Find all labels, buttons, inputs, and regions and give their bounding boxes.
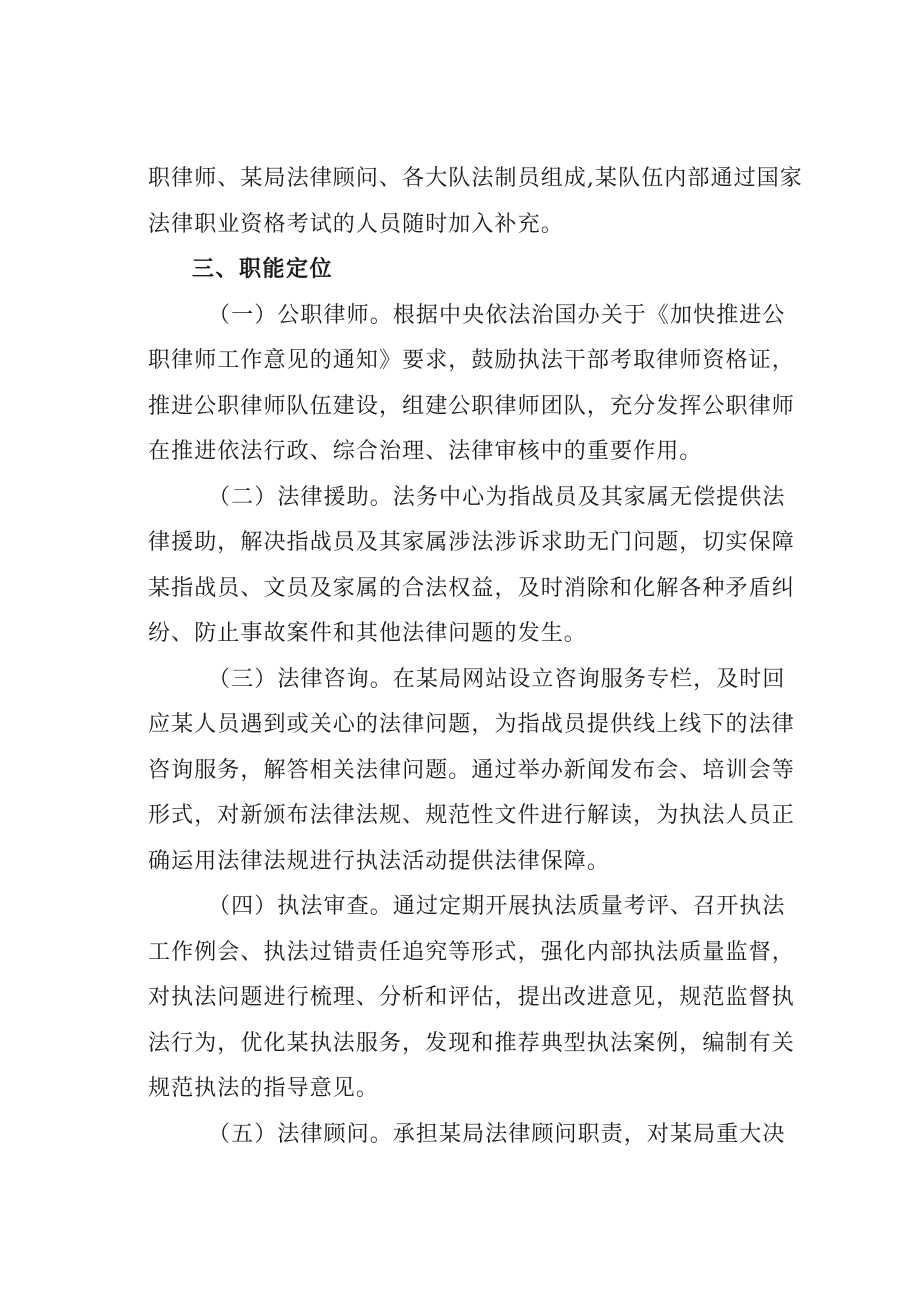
- text-line: 职律师、某局法律顾问、各大队法制员组成,某队伍内部通过国家: [148, 166, 803, 191]
- text-line: 咨询服务，解答相关法律问题。通过举办新闻发布会、培训会等: [148, 757, 795, 783]
- text-line: 律援助，解决指战员及其家属涉法涉诉求助无门问题，切实保障: [148, 530, 795, 555]
- paragraph-start: （四）执法审查。通过定期开展执法质量考评、召开执法: [208, 894, 786, 919]
- paragraph-start: （二）法律援助。法务中心为指战员及其家属无偿提供法: [208, 484, 786, 510]
- paragraph-start: （三）法律咨询。在某局网站设立咨询服务专栏，及时回: [208, 666, 786, 692]
- paragraph-start: （五）法律顾问。承担某局法律顾问职责，对某局重大决: [208, 1121, 786, 1147]
- text-line: 在推进依法行政、综合治理、法律审核中的重要作用。: [148, 439, 703, 464]
- text-line: 某指战员、文员及家属的合法权益，及时消除和化解各种矛盾纠: [148, 575, 795, 601]
- text-line: 推进公职律师队伍建设，组建公职律师团队，充分发挥公职律师: [148, 393, 795, 419]
- text-line: 法行为，优化某执法服务，发现和推荐典型执法案例，编制有关: [148, 1030, 795, 1056]
- text-line: 工作例会、执法过错责任追究等形式，强化内部执法质量监督，: [148, 939, 795, 965]
- text-line: 法律职业资格考试的人员随时加入补充。: [148, 211, 564, 237]
- section-heading: 三、职能定位: [192, 257, 334, 282]
- text-line: 职律师工作意见的通知》要求，鼓励执法干部考取律师资格证，: [148, 348, 795, 373]
- text-line: 对执法问题进行梳理、分析和评估，提出改进意见，规范监督执: [148, 985, 795, 1010]
- text-line: 应某人员遇到或关心的法律问题，为指战员提供线上线下的法律: [148, 712, 795, 737]
- text-line: 纷、防止事故案件和其他法律问题的发生。: [148, 621, 587, 646]
- text-line: 规范执法的指导意见。: [148, 1076, 380, 1101]
- text-line: 确运用法律法规进行执法活动提供法律保障。: [148, 848, 611, 874]
- text-line: 形式，对新颁布法律法规、规范性文件进行解读，为执法人员正: [148, 803, 795, 828]
- paragraph-start: （一）公职律师。根据中央依法治国办关于《加快推进公: [208, 302, 786, 328]
- document-body: [148, 156, 803, 1157]
